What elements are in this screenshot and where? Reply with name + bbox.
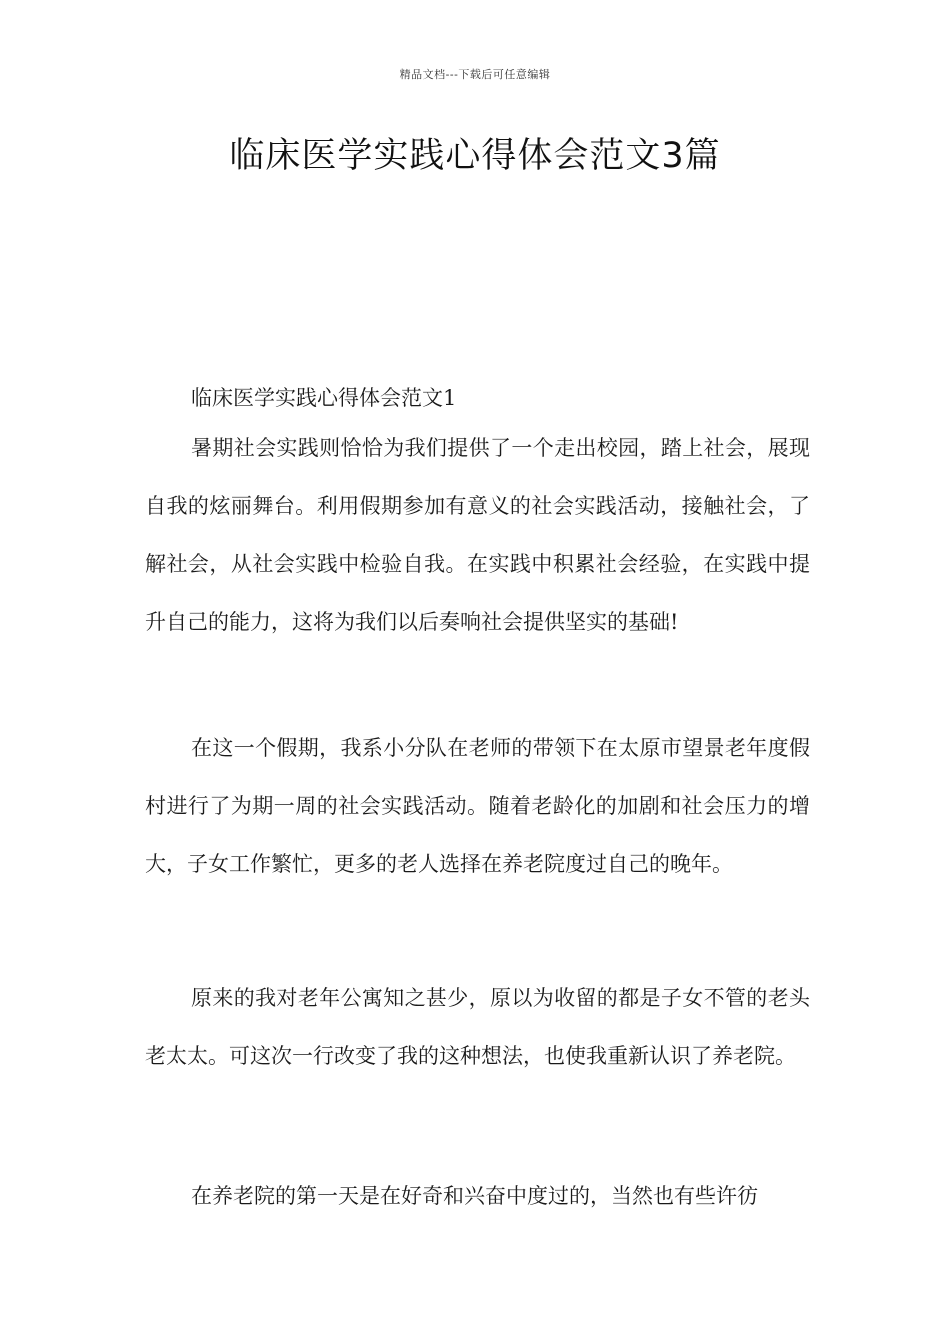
document-title: 临床医学实践心得体会范文3篇 <box>229 136 721 176</box>
paragraph-2: 在这一个假期，我系小分队在老师的带领下在太原市望景老年度假村进行了为期一周的社会实践活动。随着老龄化的加剧和社会压力的增大，子女工作繁忙，更多的老人选择在养老院度过自己的晚年。 <box>145 736 810 876</box>
paragraph-4: 在养老院的第一天是在好奇和兴奋中度过的，当然也有些许彷 <box>191 1184 758 1208</box>
paragraph-1: 暑期社会实践则恰恰为我们提供了一个走出校园，踏上社会，展现自我的炫丽舞台。利用假期参加有意义的社会实践活动，接触社会，了解社会，从社会实践中检验自我。在实践中积累社会经验，在实践中提升自己的能力，这将为我们以后奏响社会提供坚实的基础! <box>145 436 810 634</box>
section-heading: 临床医学实践心得体会范文1 <box>191 386 457 410</box>
paragraph-3: 原来的我对老年公寓知之甚少，原以为收留的都是子女不管的老头老太太。可这次一行改变了我的这种想法，也使我重新认识了养老院。 <box>145 986 810 1068</box>
header-note: 精品文档---下载后可任意编辑 <box>399 68 551 81</box>
